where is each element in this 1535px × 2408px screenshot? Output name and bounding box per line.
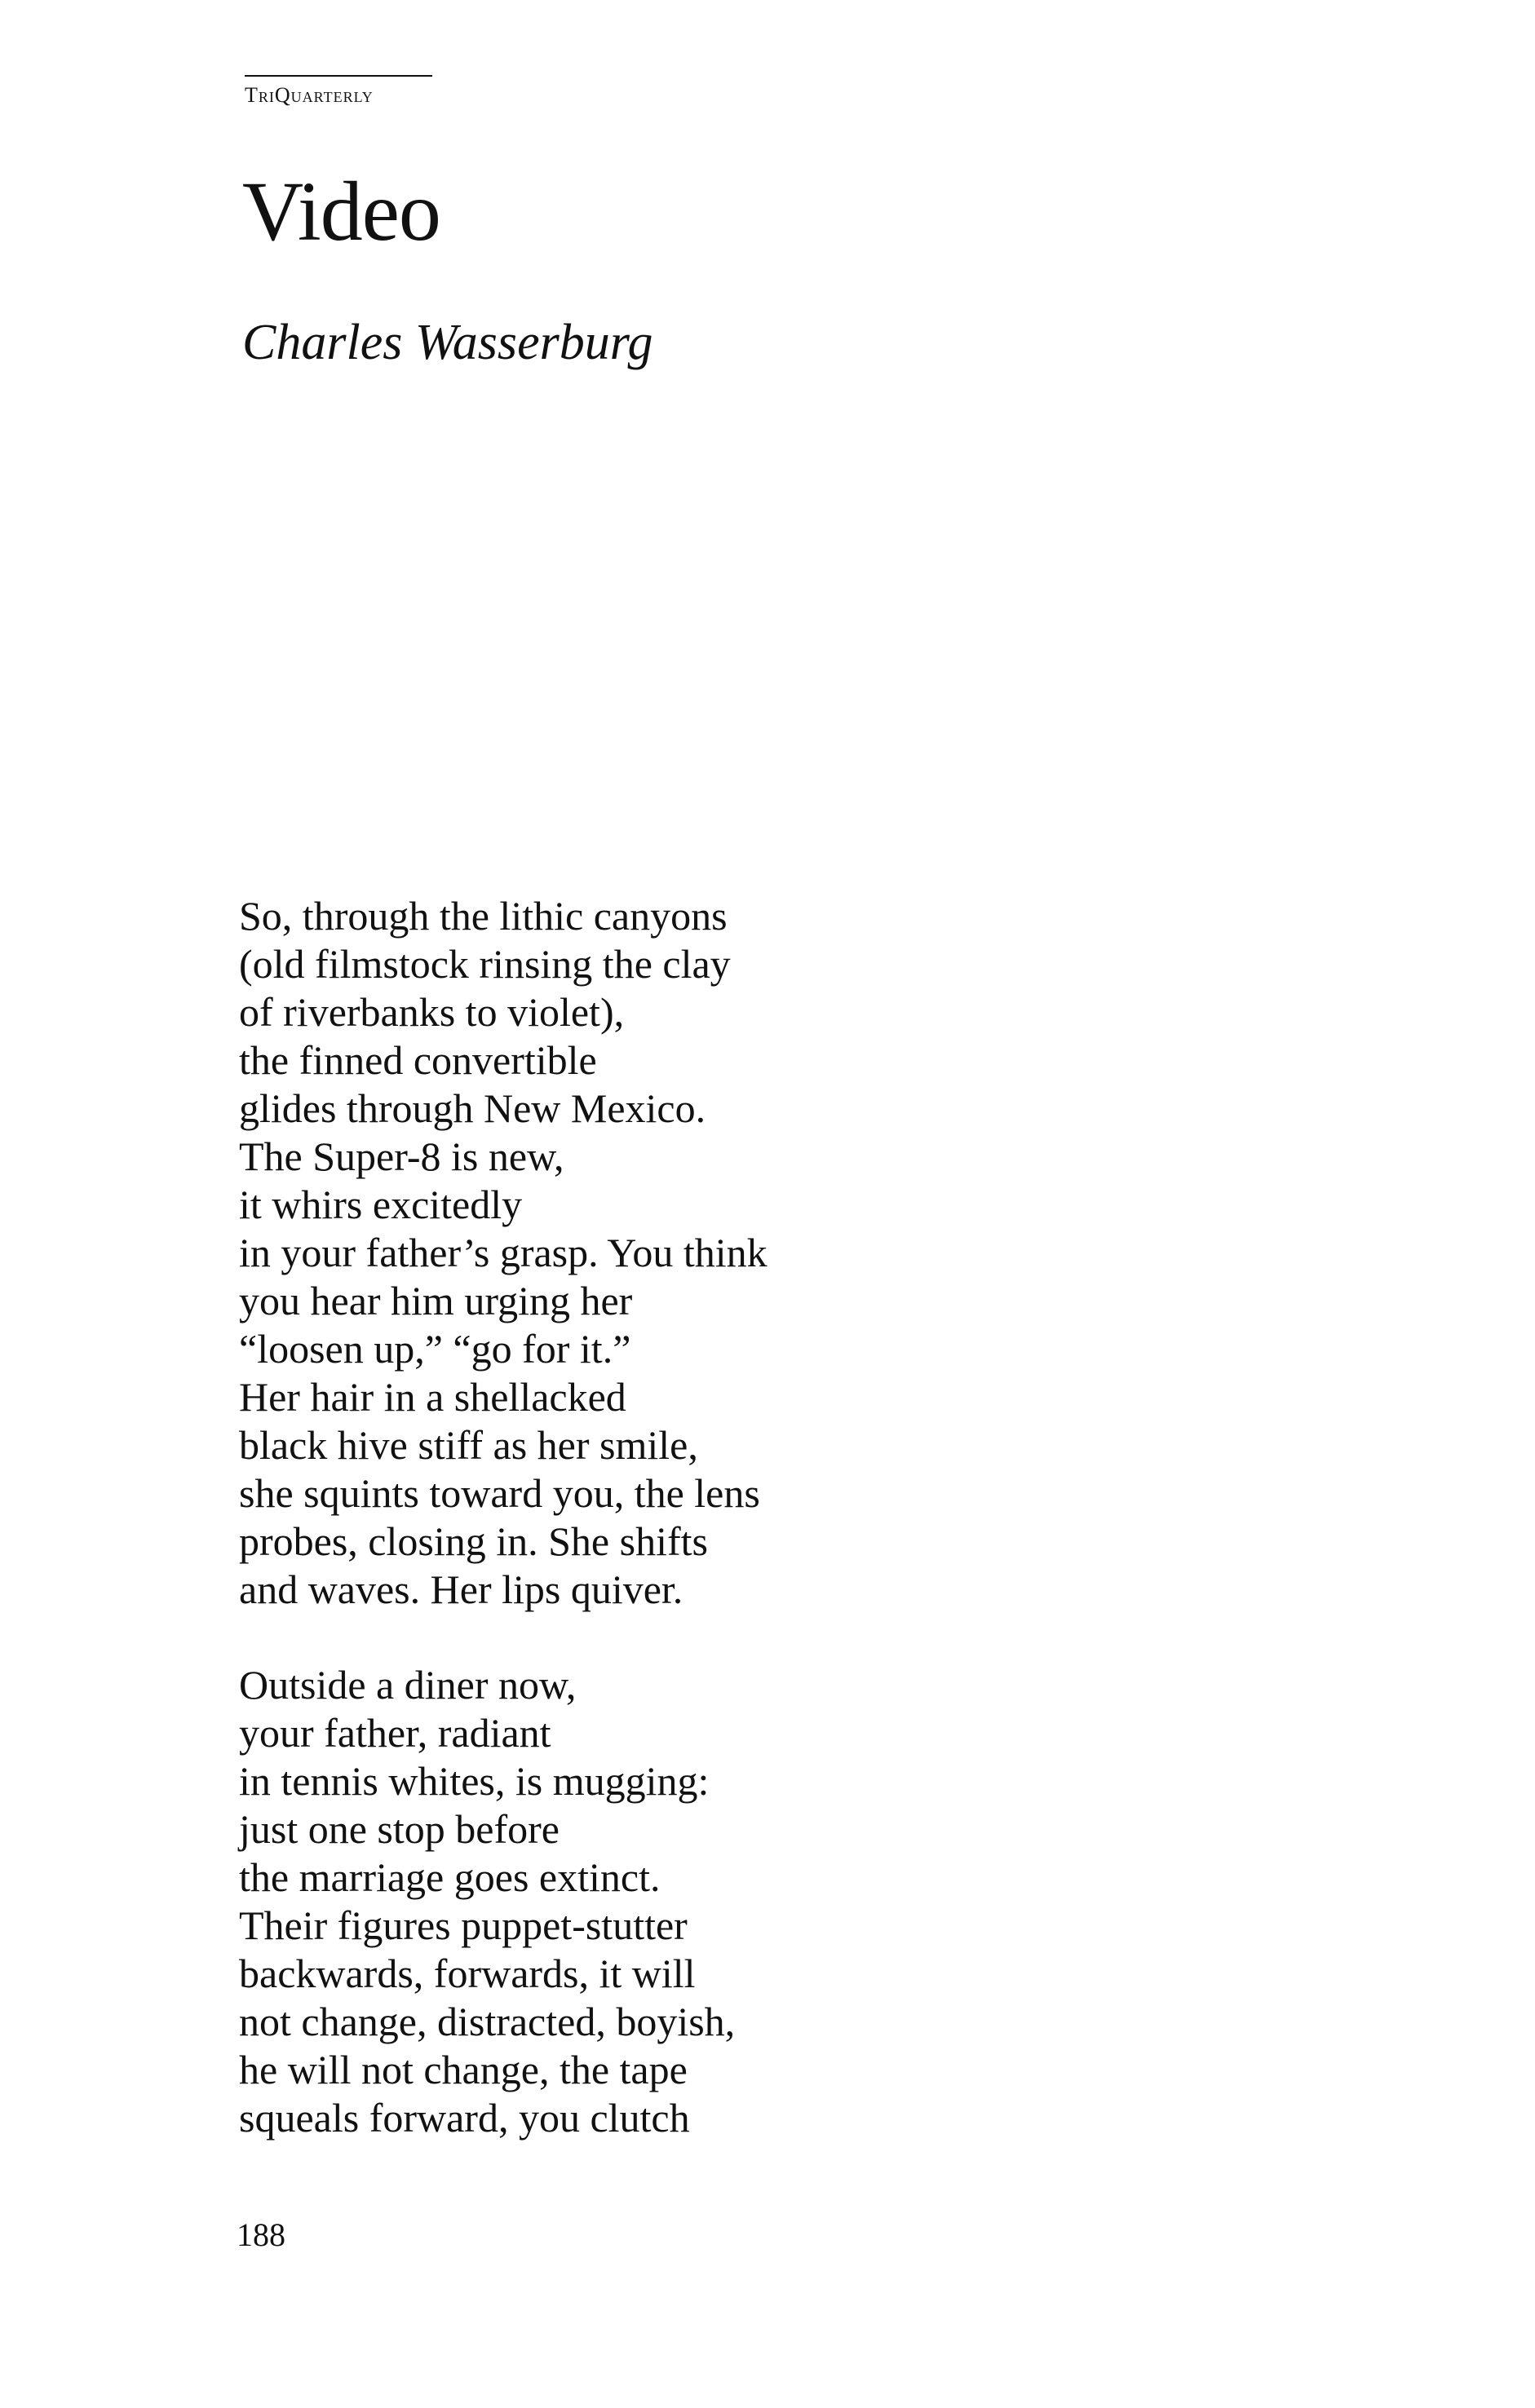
poem-line: Their figures puppet-stutter — [239, 1902, 688, 1948]
poem-line: you hear him urging her — [239, 1278, 633, 1323]
poem-author: Charles Wasserburg — [242, 315, 653, 370]
poem-line: (old filmstock rinsing the clay — [239, 941, 731, 987]
poem-line: and waves. Her lips quiver. — [239, 1566, 683, 1612]
poem-line: not change, distracted, boyish, — [239, 1999, 736, 2044]
poem-line: your father, radiant — [239, 1710, 551, 1756]
poem-line: Her hair in a shellacked — [239, 1374, 626, 1420]
running-head-rule — [245, 75, 432, 77]
poem-line: she squints toward you, the lens — [239, 1470, 760, 1516]
poem-line: the marriage goes extinct. — [239, 1854, 661, 1900]
poem-line: squeals forward, you clutch — [239, 2095, 690, 2141]
poem-line: black hive stiff as her smile, — [239, 1422, 698, 1468]
poem-line: The Super-8 is new, — [239, 1133, 564, 1179]
poem-line: of riverbanks to violet), — [239, 989, 625, 1035]
poem-line: in tennis whites, is mugging: — [239, 1758, 710, 1804]
poem-line: glides through New Mexico. — [239, 1085, 706, 1131]
stanza — [239, 1661, 1218, 2142]
poem-line: the finned convertible — [239, 1037, 597, 1083]
poem-line: just one stop before — [239, 1806, 560, 1852]
poem-line: Outside a diner now, — [239, 1662, 577, 1708]
page-number: 188 — [237, 2216, 285, 2253]
poem-line: in your father’s grasp. You think — [239, 1230, 768, 1275]
journal-name: TriQuarterly — [245, 83, 374, 107]
poem-title: Video — [242, 165, 440, 258]
stanza — [239, 892, 1218, 1614]
poem-body — [239, 892, 1218, 2189]
poem-line: he will not change, the tape — [239, 2047, 688, 2092]
poem-line: So, through the lithic canyons — [239, 893, 728, 939]
poem-line: “loosen up,” “go for it.” — [239, 1326, 631, 1372]
poem-line: it whirs excitedly — [239, 1182, 523, 1227]
poem-line: backwards, forwards, it will — [239, 1951, 696, 1996]
poem-line: probes, closing in. She shifts — [239, 1518, 708, 1564]
running-head — [245, 75, 432, 108]
